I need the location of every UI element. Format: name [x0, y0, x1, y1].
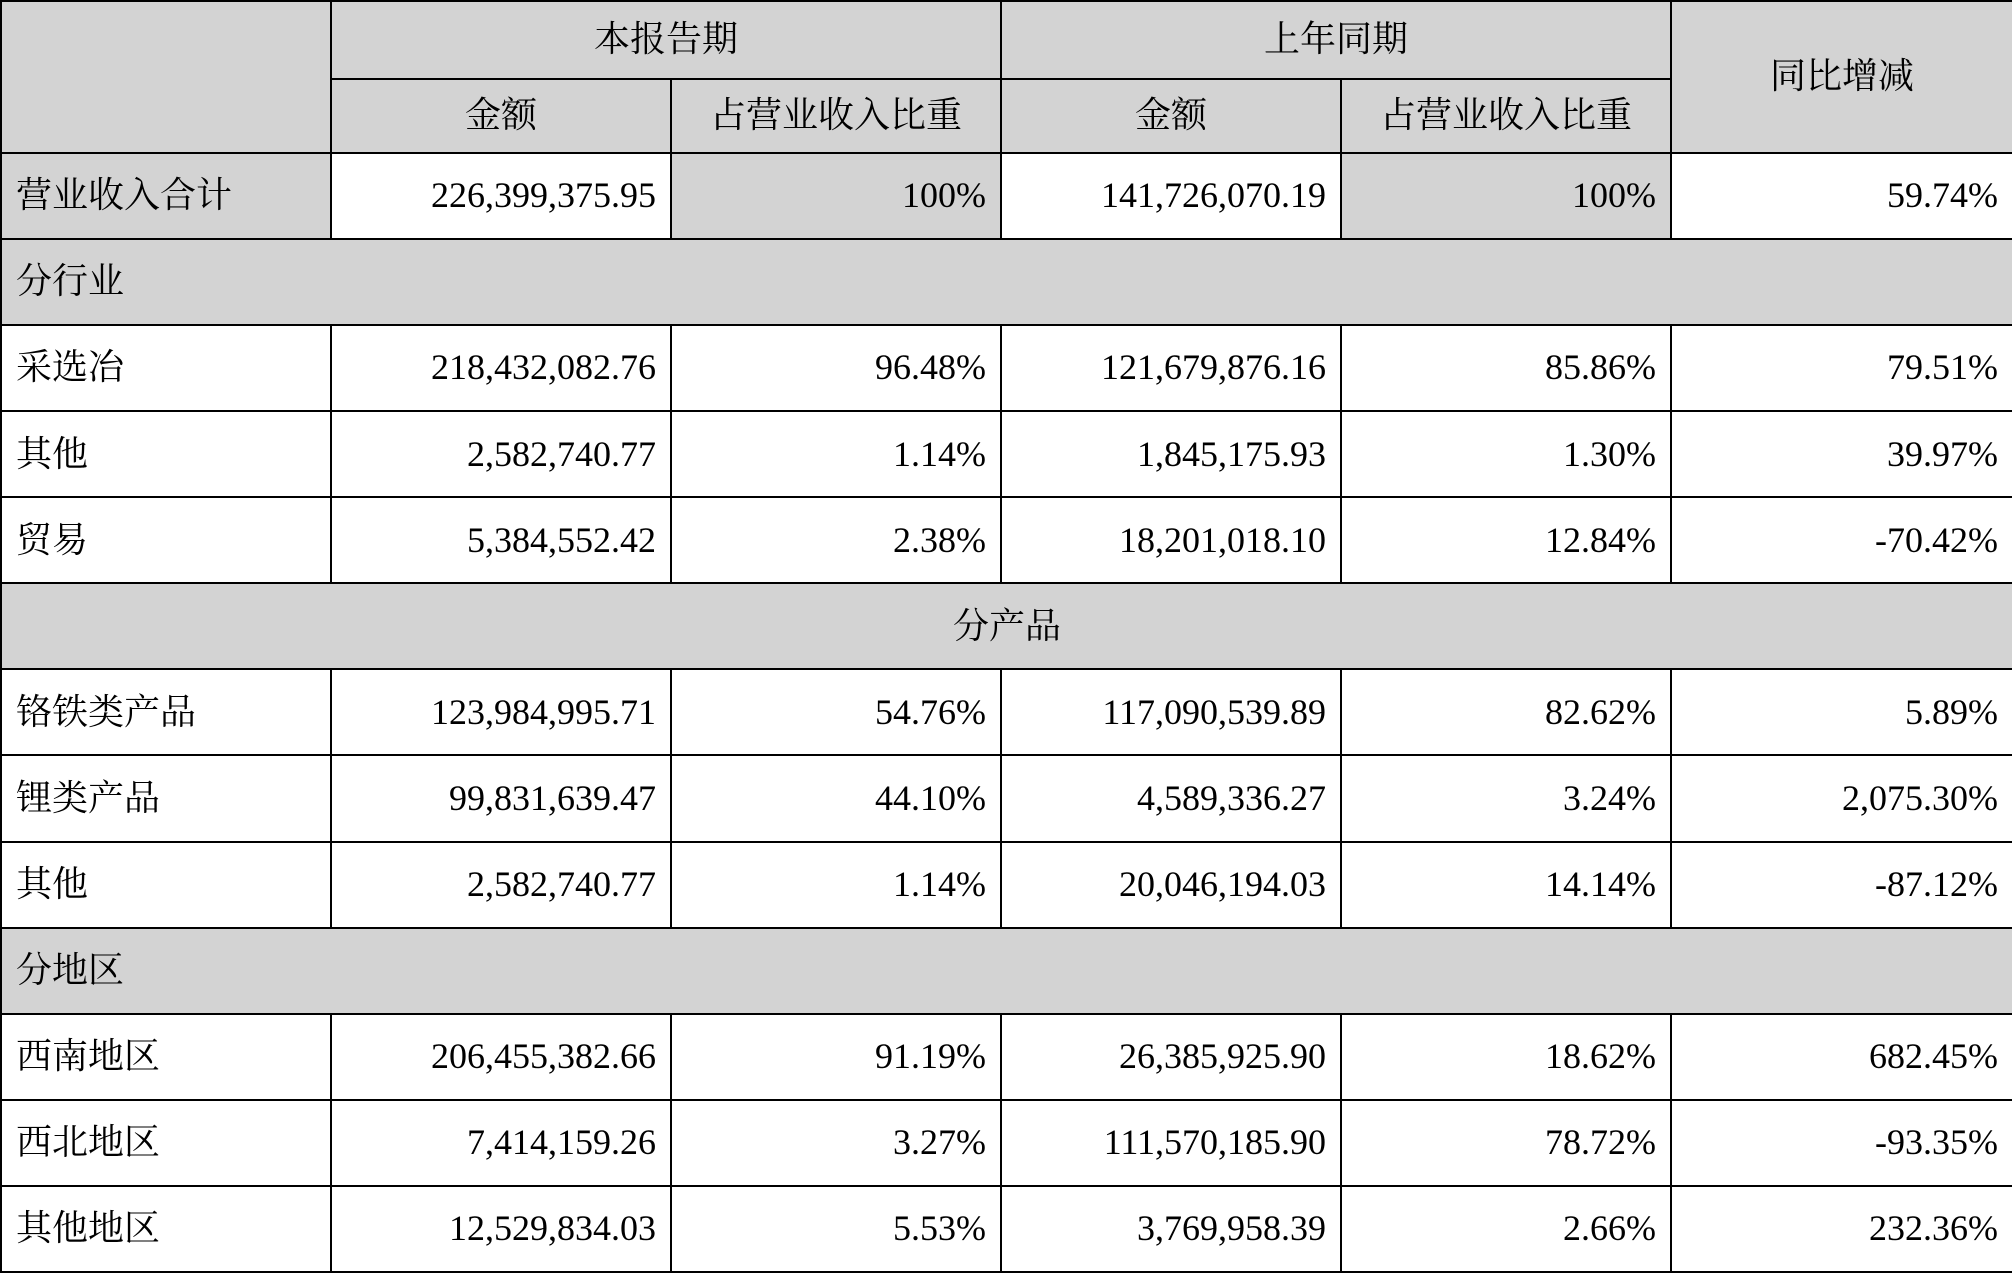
row-label: 西北地区 [1, 1100, 331, 1186]
row-yoy: 232.36% [1671, 1186, 2012, 1272]
row-yoy: 79.51% [1671, 325, 2012, 411]
row-amount-current: 123,984,995.71 [331, 669, 671, 755]
row-yoy: 39.97% [1671, 411, 2012, 497]
row-label: 其他地区 [1, 1186, 331, 1272]
row-ratio-prior: 78.72% [1341, 1100, 1671, 1186]
table-row [1, 325, 2012, 411]
section-header-row [1, 239, 2012, 325]
table-row [1, 755, 2012, 841]
header-ratio-current: 占营业收入比重 [671, 79, 1001, 153]
row-amount-prior: 4,589,336.27 [1001, 755, 1341, 841]
row-label: 西南地区 [1, 1014, 331, 1100]
row-amount-current: 5,384,552.42 [331, 497, 671, 583]
row-amount-current: 2,582,740.77 [331, 842, 671, 928]
row-amount-current: 218,432,082.76 [331, 325, 671, 411]
row-amount-current: 2,582,740.77 [331, 411, 671, 497]
table-row [1, 669, 2012, 755]
row-label: 其他 [1, 411, 331, 497]
header-amount-prior: 金额 [1001, 79, 1341, 153]
row-yoy: -87.12% [1671, 842, 2012, 928]
row-amount-current: 7,414,159.26 [331, 1100, 671, 1186]
row-ratio-prior: 82.62% [1341, 669, 1671, 755]
row-amount-current: 99,831,639.47 [331, 755, 671, 841]
total-yoy: 59.74% [1671, 153, 2012, 239]
row-amount-prior: 117,090,539.89 [1001, 669, 1341, 755]
header-group-row [1, 1, 2012, 79]
header-corner-cell [1, 1, 331, 153]
table-row [1, 411, 2012, 497]
row-label: 贸易 [1, 497, 331, 583]
row-label: 采选冶 [1, 325, 331, 411]
table-row-total [1, 153, 2012, 239]
header-group-current-period: 本报告期 [331, 1, 1001, 79]
table-header [1, 1, 2012, 153]
total-ratio-current: 100% [671, 153, 1001, 239]
table-row [1, 1100, 2012, 1186]
row-ratio-current: 5.53% [671, 1186, 1001, 1272]
row-yoy: -70.42% [1671, 497, 2012, 583]
row-amount-prior: 20,046,194.03 [1001, 842, 1341, 928]
table-row [1, 1014, 2012, 1100]
row-amount-current: 206,455,382.66 [331, 1014, 671, 1100]
section-title-industry: 分行业 [1, 239, 2012, 325]
row-ratio-prior: 1.30% [1341, 411, 1671, 497]
row-ratio-current: 54.76% [671, 669, 1001, 755]
section-header-row [1, 928, 2012, 1014]
row-ratio-current: 91.19% [671, 1014, 1001, 1100]
header-yoy-change: 同比增减 [1671, 1, 2012, 153]
table-row [1, 1186, 2012, 1272]
row-ratio-current: 1.14% [671, 842, 1001, 928]
row-ratio-current: 44.10% [671, 755, 1001, 841]
section-title-product: 分产品 [1, 583, 2012, 669]
row-ratio-prior: 14.14% [1341, 842, 1671, 928]
row-ratio-prior: 3.24% [1341, 755, 1671, 841]
row-ratio-current: 2.38% [671, 497, 1001, 583]
row-yoy: 5.89% [1671, 669, 2012, 755]
table-row [1, 497, 2012, 583]
row-amount-prior: 18,201,018.10 [1001, 497, 1341, 583]
row-label: 锂类产品 [1, 755, 331, 841]
row-ratio-prior: 85.86% [1341, 325, 1671, 411]
section-header-row [1, 583, 2012, 669]
row-yoy: 2,075.30% [1671, 755, 2012, 841]
row-ratio-prior: 2.66% [1341, 1186, 1671, 1272]
row-amount-current: 12,529,834.03 [331, 1186, 671, 1272]
section-title-region: 分地区 [1, 928, 2012, 1014]
table-row [1, 842, 2012, 928]
row-yoy: 682.45% [1671, 1014, 2012, 1100]
row-yoy: -93.35% [1671, 1100, 2012, 1186]
total-ratio-prior: 100% [1341, 153, 1671, 239]
row-label: 铬铁类产品 [1, 669, 331, 755]
total-amount-current: 226,399,375.95 [331, 153, 671, 239]
row-ratio-prior: 18.62% [1341, 1014, 1671, 1100]
row-ratio-current: 96.48% [671, 325, 1001, 411]
header-ratio-prior: 占营业收入比重 [1341, 79, 1671, 153]
row-amount-prior: 3,769,958.39 [1001, 1186, 1341, 1272]
row-amount-prior: 1,845,175.93 [1001, 411, 1341, 497]
total-row-label: 营业收入合计 [1, 153, 331, 239]
total-amount-prior: 141,726,070.19 [1001, 153, 1341, 239]
row-ratio-prior: 12.84% [1341, 497, 1671, 583]
row-amount-prior: 111,570,185.90 [1001, 1100, 1341, 1186]
row-ratio-current: 3.27% [671, 1100, 1001, 1186]
header-amount-current: 金额 [331, 79, 671, 153]
row-amount-prior: 121,679,876.16 [1001, 325, 1341, 411]
row-ratio-current: 1.14% [671, 411, 1001, 497]
row-amount-prior: 26,385,925.90 [1001, 1014, 1341, 1100]
header-group-prior-period: 上年同期 [1001, 1, 1671, 79]
table-body [1, 153, 2012, 1272]
row-label: 其他 [1, 842, 331, 928]
